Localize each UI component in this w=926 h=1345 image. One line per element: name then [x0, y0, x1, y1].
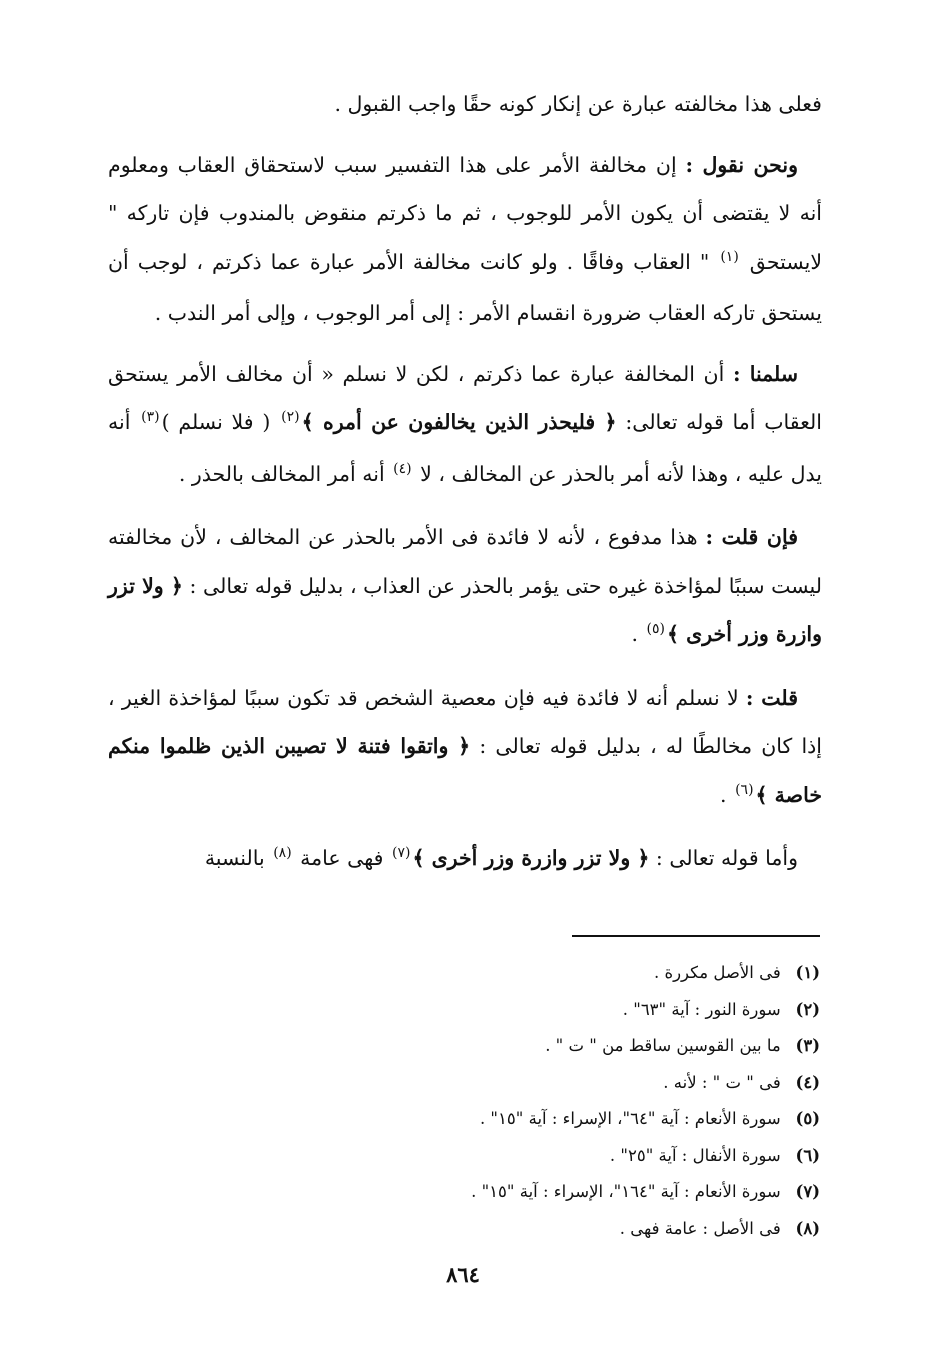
footnote-ref[interactable]: (٣) [141, 409, 160, 425]
paragraph-text: أنه أمر المخالف بالحذر . [178, 461, 392, 486]
footnote-number: (٢) [795, 999, 820, 1019]
paragraph-text: فهى عامة [293, 846, 390, 870]
paragraph-text: إن مخالفة الأمر على هذا التفسير سبب لاستحقاق العقاب ومعلوم أنه لا يقتضى أن يكون الأمر للوجوب ، ثم ما ذكرتم منقوض بالمندوب فإن تاركه " لايستحق [108, 152, 823, 274]
paragraph [108, 674, 822, 823]
footnote-text: سورة النور : آية "٦٣" . [622, 999, 781, 1019]
paragraph [108, 80, 822, 129]
page-number: ٨٦٤ [446, 1262, 480, 1287]
footnote-number: (٧) [795, 1182, 820, 1201]
paragraph-text: ( فلا نسلم ) [161, 410, 280, 434]
paragraph-lead: قلت : [745, 685, 799, 710]
paragraph [108, 513, 822, 662]
footnote-divider [572, 935, 820, 937]
footnote-item [300, 1174, 820, 1211]
footnote-item [300, 955, 820, 992]
footnote-ref[interactable]: (٧) [392, 845, 411, 861]
footnote-number: (٤) [795, 1072, 820, 1092]
footnotes [300, 955, 820, 1247]
footnote-item [300, 1211, 820, 1248]
paragraph-lead: سلمنا : [732, 361, 799, 386]
paragraph-lead: فإن قلت : [705, 525, 798, 549]
paragraph-text: " العقاب وفاقًا . ولو كانت مخالفة الأمر عبارة عما ذكرتم ، لوجب أن يستحق تاركه العقاب ضرورة انقسام الأمر : إلى أمر الوجوب ، وإلى أمر الندب . [108, 249, 822, 325]
paragraph [108, 834, 822, 886]
paragraph-lead: ونحن نقول : [685, 152, 798, 177]
footnote-item [300, 1138, 820, 1175]
footnote-text: فى الأصل مكررة . [653, 963, 781, 982]
main-text [108, 80, 822, 898]
paragraph-text: . [631, 622, 645, 646]
footnote-number: (٦) [795, 1145, 820, 1165]
paragraph-text: هذا مدفوع ، لأنه لا فائدة فى الأمر بالحذر عن المخالف ، لأن مخالفته ليست سببًا لمؤاخذة غيره حتى يؤمر بالحذر عن العذاب ، بدليل قوله تعالى : [108, 525, 822, 598]
quran-verse: ﴿ ولا تزر وازرة وزر أخرى ﴾ [412, 846, 650, 870]
footnote-number: (٥) [795, 1109, 820, 1128]
footnote-text: فى الأصل : عامة فهى . [619, 1218, 781, 1238]
footnote-ref[interactable]: (٥) [646, 621, 666, 637]
footnote-ref[interactable]: (٤) [393, 460, 412, 477]
footnote-ref[interactable]: (٢) [281, 409, 300, 425]
footnote-item [300, 992, 820, 1029]
footnote-text: سورة الأنعام : آية "٦٤"، الإسراء : آية "١٥" . [479, 1109, 781, 1128]
quran-verse: ﴿ ولا تزر وازرة وزر أخرى ﴾ [108, 573, 822, 646]
footnote-text: سورة الأنفال : آية "٢٥" . [609, 1145, 781, 1165]
paragraph-text: أنه يدل عليه ، وهذا لأنه أمر بالحذر عن المخالف ، لا [108, 410, 822, 486]
paragraph [108, 350, 822, 502]
footnote-number: (١) [795, 963, 820, 982]
quran-verse: ﴿ فليحذر الذين يخالفون عن أمره ﴾ [301, 410, 617, 434]
footnote-ref[interactable]: (٨) [273, 845, 292, 861]
paragraph-text: . [720, 782, 734, 807]
paragraph-text: أن المخالفة عبارة عما ذكرتم ، لكن لا نسلم « أن مخالف الأمر يستحق العقاب أما قوله تعالى: [108, 361, 822, 434]
paragraph-text: لا نسلم أنه لا فائدة فيه فإن معصية الشخص قد تكون سببًا لمؤاخذة الغير ، إذا كان مخالطًا له ، بدليل قوله تعالى : [108, 685, 822, 758]
footnote-ref[interactable]: (٦) [735, 781, 754, 798]
footnote-ref[interactable]: (١) [720, 248, 739, 265]
quran-verse: ﴿ واتقوا فتنة لا تصيبن الذين ظلموا منكم خاصة ﴾ [108, 734, 822, 807]
footnote-text: سورة الأنعام : آية "١٦٤"، الإسراء : آية "١٥" . [471, 1182, 781, 1201]
footnote-item [300, 1028, 820, 1065]
paragraph [108, 141, 822, 338]
footnote-number: (٨) [795, 1218, 820, 1238]
footnote-item [300, 1065, 820, 1102]
footnote-item [300, 1101, 820, 1138]
paragraph-text: فعلى هذا مخالفته عبارة عن إنكار كونه حقًا واجب القبول . [334, 92, 822, 116]
footnote-text: فى " ت " : لأنه . [663, 1072, 781, 1092]
footnote-number: (٣) [795, 1036, 820, 1055]
footnote-text: ما بين القوسين ساقط من " ت " . [545, 1036, 781, 1055]
paragraph-text: وأما قوله تعالى : [649, 846, 798, 870]
paragraph-text: بالنسبة [204, 846, 272, 870]
